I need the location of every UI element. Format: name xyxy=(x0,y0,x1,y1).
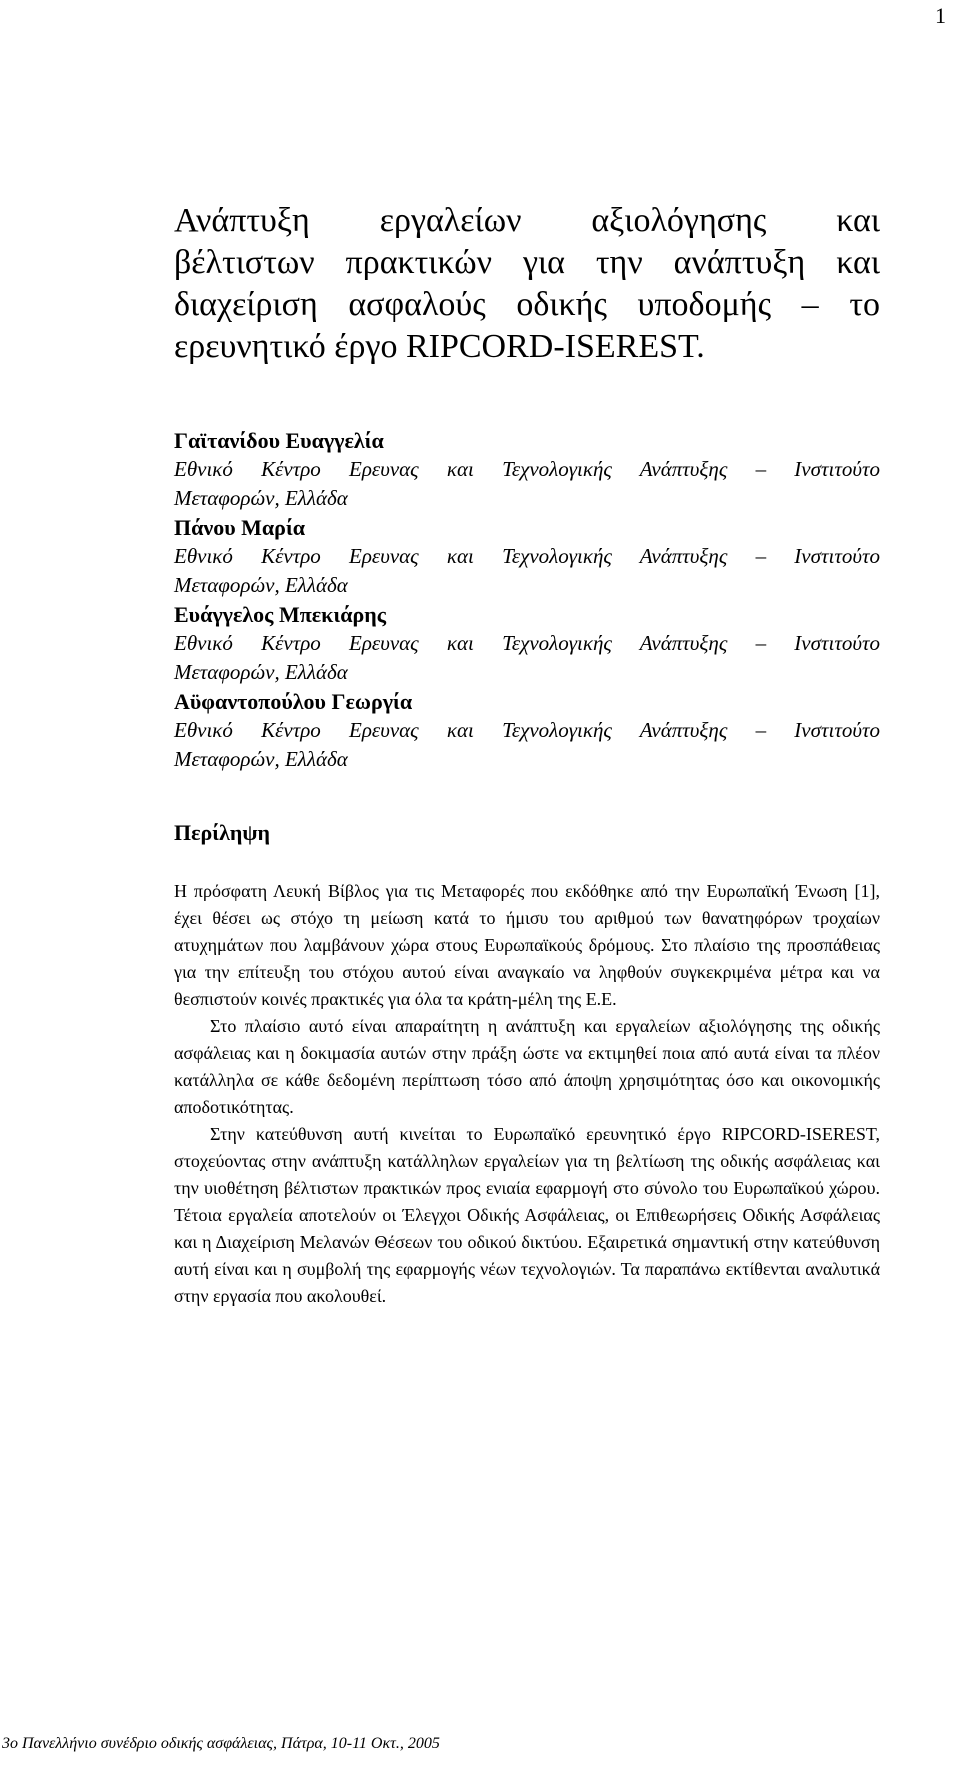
author-affiliation xyxy=(174,629,880,687)
page-footer: 3ο Πανελλήνιο συνέδριο οδικής ασφάλειας, Πάτρα, 10-11 Οκτ., 2005 xyxy=(2,1735,440,1752)
affiliation-line: Εθνικό Κέντρο Ερευνας και Τεχνολογικής Ανάπτυξης – Ινστιτούτο xyxy=(174,718,880,742)
author-affiliation xyxy=(174,542,880,600)
title-line: διαχείριση ασφαλούς οδικής υποδομής – το xyxy=(174,286,880,323)
abstract-paragraph: Στην κατεύθυνση αυτή κινείται το Ευρωπαϊκό ερευνητικό έργο RIPCORD-ISEREST, στοχεύοντας στην ανάπτυξη κατάλληλων εργαλείων για τη βελτίωση της οδικής ασφάλειας και την υιοθέτηση βέλτιστων πρακτικών προς ενιαία εφαρμογή στο σύνολο του Ευρωπαϊκού χώρου. Τέτοια εργαλεία αποτελούν οι Έλεγχοι Οδικής Ασφάλειας, οι Επιθεωρήσεις Οδικής Ασφάλειας και η Διαχείριση Μελανών Θέσεων του οδικού δικτύου. Εξαιρετικά σημαντική στην κατεύθυνση αυτή είναι και η συμβολή της εφαρμογής νέων τεχνολογιών. Τα παραπάνω εκτίθενται αναλυτικά στην εργασία που ακολουθεί. xyxy=(174,1124,880,1306)
author-name: Πάνου Μαρία xyxy=(174,515,306,540)
title-line: ερευνητικό έργο RIPCORD-ISEREST. xyxy=(174,328,705,365)
author-entry xyxy=(174,426,880,513)
abstract-body xyxy=(174,878,880,1310)
abstract-paragraph: Στο πλαίσιο αυτό είναι απαραίτητη η ανάπτυξη και εργαλείων αξιολόγησης της οδικής ασφάλειας και η δοκιμασία αυτών στην πράξη ώστε να εκτιμηθεί ποια από αυτά είναι τα πλέον κατάλληλα σε κάθε δεδομένη περίπτωση τόσο από άποψη χρησιμότητας όσο και οικονομικής αποδοτικότητας. xyxy=(174,1016,880,1117)
paper-body xyxy=(174,200,880,1310)
author-entry xyxy=(174,513,880,600)
affiliation-line: Εθνικό Κέντρο Ερευνας και Τεχνολογικής Ανάπτυξης – Ινστιτούτο xyxy=(174,544,880,568)
affiliation-line: Εθνικό Κέντρο Ερευνας και Τεχνολογικής Ανάπτυξης – Ινστιτούτο xyxy=(174,457,880,481)
author-affiliation xyxy=(174,455,880,513)
title-line: Ανάπτυξη εργαλείων αξιολόγησης και xyxy=(174,202,880,239)
author-name: Γαϊτανίδου Ευαγγελία xyxy=(174,428,384,453)
affiliation-line: Μεταφορών, Ελλάδα xyxy=(174,660,348,684)
affiliation-line: Μεταφορών, Ελλάδα xyxy=(174,747,348,771)
affiliation-line: Μεταφορών, Ελλάδα xyxy=(174,486,348,510)
author-entry xyxy=(174,600,880,687)
author-name: Ευάγγελος Μπεκιάρης xyxy=(174,602,387,627)
paper-title xyxy=(174,200,880,368)
page-number: 1 xyxy=(935,3,946,28)
author-entry xyxy=(174,687,880,774)
abstract-paragraph: Η πρόσφατη Λευκή Βίβλος για τις Μεταφορές που εκδόθηκε από την Ευρωπαϊκή Ένωση [1], έχει θέσει ως στόχο τη μείωση κατά το ήμισυ του αριθμού των θανατηφόρων τροχαίων ατυχημάτων που λαμβάνουν χώρα στους Ευρωπαϊκούς δρόμους. Στο πλαίσιο της προσπάθειας για την επίτευξη του στόχου αυτού είναι αναγκαίο να ληφθούν συγκεκριμένα μέτρα και να θεσπιστούν κοινές πρακτικές για όλα τα κράτη-μέλη της Ε.Ε. xyxy=(174,881,880,1009)
title-line: βέλτιστων πρακτικών για την ανάπτυξη και xyxy=(174,244,880,281)
affiliation-line: Μεταφορών, Ελλάδα xyxy=(174,573,348,597)
affiliation-line: Εθνικό Κέντρο Ερευνας και Τεχνολογικής Ανάπτυξης – Ινστιτούτο xyxy=(174,631,880,655)
abstract-heading: Περίληψη xyxy=(174,820,271,845)
author-affiliation xyxy=(174,716,880,774)
author-list xyxy=(174,426,880,774)
author-name: Αϋφαντοπούλου Γεωργία xyxy=(174,689,413,714)
